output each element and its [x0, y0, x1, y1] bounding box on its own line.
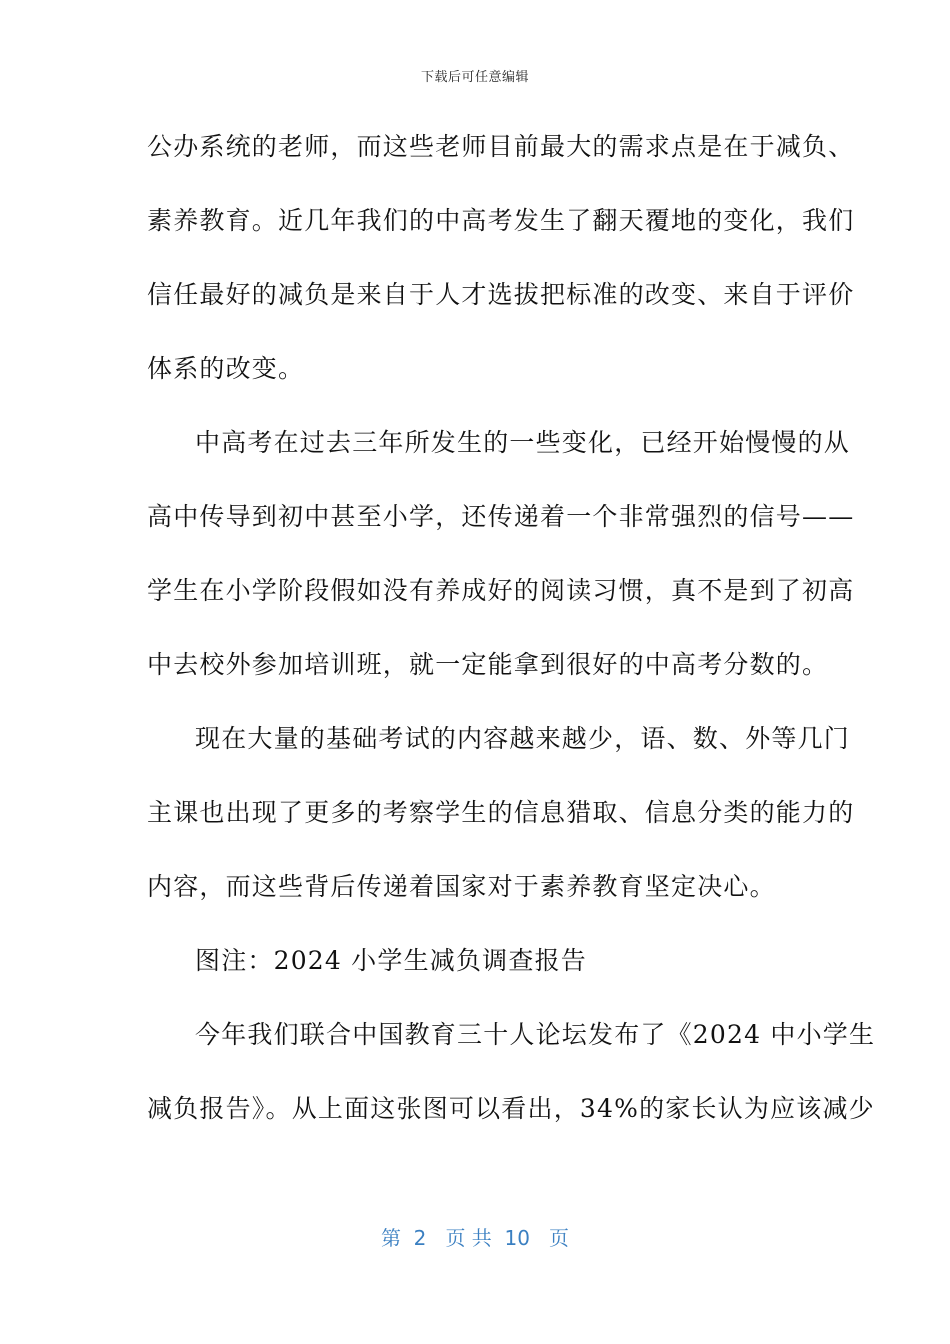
- text-line: 现在大量的基础考试的内容越来越少，语、数、外等几门: [195, 724, 851, 753]
- text-line: 减负报告》。从上面这张图可以看出，34%的家长认为应该减少: [147, 1094, 875, 1123]
- figure-caption: 图注：2024 小学生减负调查报告: [195, 946, 587, 975]
- page-number: 第 2 页 共 10 页: [380, 1226, 570, 1250]
- text-line: 内容，而这些背后传递着国家对于素养教育坚定决心。: [147, 872, 776, 901]
- page-header: 下载后可任意编辑: [420, 70, 529, 85]
- text-line: 主课也出现了更多的考察学生的信息猎取、信息分类的能力的: [147, 798, 855, 827]
- text-line: 中高考在过去三年所发生的一些变化，已经开始慢慢的从: [195, 428, 851, 457]
- text-line: 中去校外参加培训班，就一定能拿到很好的中高考分数的。: [147, 650, 829, 679]
- text-line: 学生在小学阶段假如没有养成好的阅读习惯，真不是到了初高: [147, 576, 855, 605]
- text-line: 信任最好的减负是来自于人才选拔把标准的改变、来自于评价: [147, 280, 855, 309]
- page-footer: [0, 1222, 950, 1251]
- text-line: 体系的改变。: [147, 354, 305, 383]
- document-body: [147, 110, 876, 1146]
- text-line: 素养教育。近几年我们的中高考发生了翻天覆地的变化，我们: [147, 206, 855, 235]
- text-line: 今年我们联合中国教育三十人论坛发布了《2024 中小学生: [195, 1020, 876, 1049]
- text-line: 高中传导到初中甚至小学，还传递着一个非常强烈的信号——: [147, 502, 855, 531]
- text-line: 公办系统的老师，而这些老师目前最大的需求点是在于减负、: [147, 132, 855, 161]
